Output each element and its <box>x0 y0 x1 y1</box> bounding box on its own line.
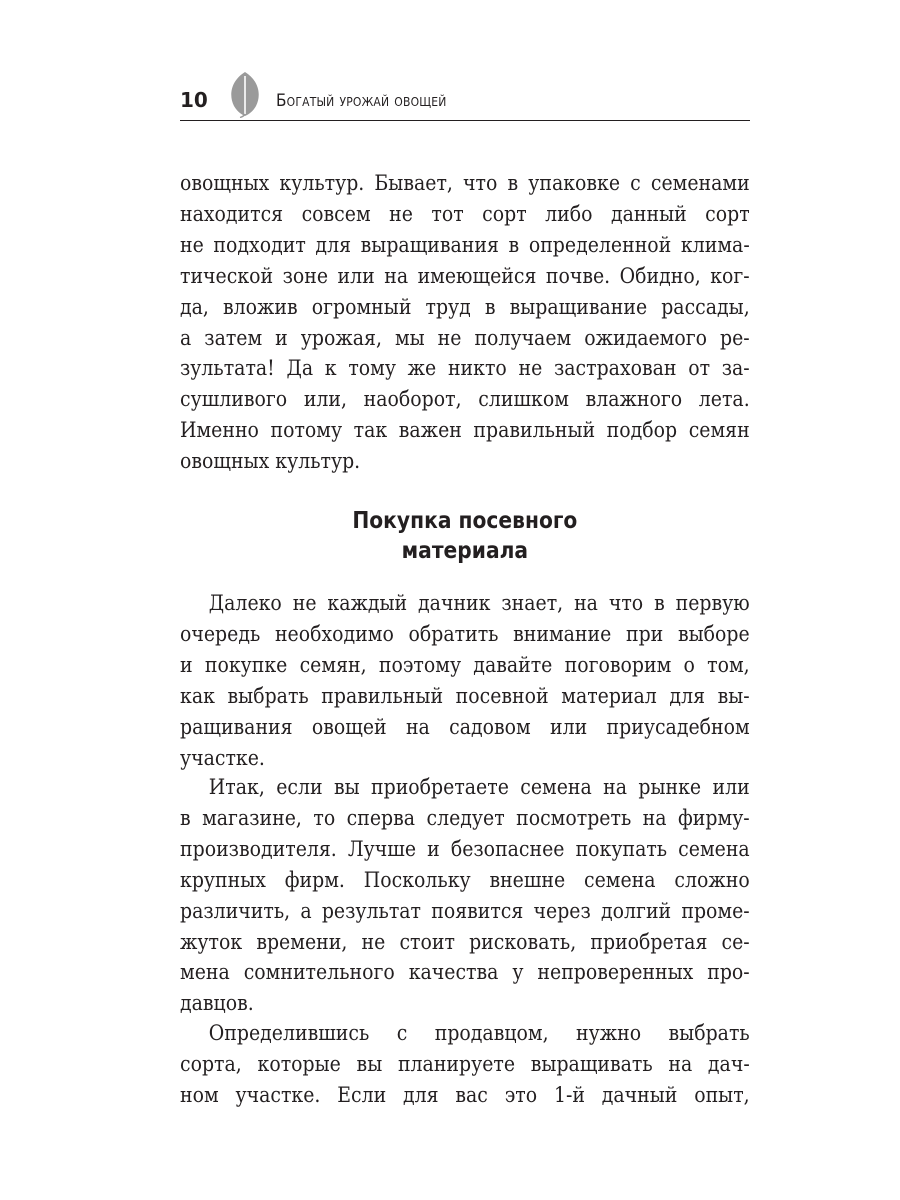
text-line: Далеко не каждый дачник знает, на что в первую <box>208 591 750 615</box>
text-line: сорта, которые вы планируете выращивать на дач- <box>180 1051 750 1076</box>
text-line: тической зоне или на имеющейся почве. Обидно, ког- <box>180 263 750 288</box>
paragraph <box>180 1018 750 1111</box>
text-line: овощных культур. Бывает, что в упаковке с семенами <box>180 171 750 195</box>
text-line: участке. <box>180 745 265 770</box>
text-line: давцов. <box>180 991 254 1016</box>
page-header <box>180 66 750 121</box>
leaf-icon <box>226 70 264 118</box>
text-line: ном участке. Если для вас это 1-й дачный опыт, <box>180 1082 750 1107</box>
paragraph <box>180 772 750 1019</box>
text-line: не подходит для выращивания в определенной клима- <box>180 232 750 257</box>
text-line: различить, а результат появится через долгий проме- <box>180 898 750 923</box>
text-line: Итак, если вы приобретаете семена на рынке или <box>208 775 750 799</box>
paragraph <box>180 588 750 773</box>
text-line: ращивания овощей на садовом или приусадебном <box>180 714 750 739</box>
text-line: мена сомнительного качества у непроверенных про- <box>180 960 750 985</box>
section-heading <box>180 506 750 566</box>
text-line: очередь необходимо обратить внимание при выборе <box>180 621 750 646</box>
text-line: и покупке семян, поэтому давайте поговорим о том, <box>180 652 750 677</box>
text-line: а затем и урожая, мы не получаем ожидаемого ре- <box>180 325 750 350</box>
paragraph <box>180 168 750 477</box>
text-line: Определившись с продавцом, нужно выбрать <box>208 1021 750 1045</box>
text-line: крупных фирм. Поскольку внешне семена сложно <box>180 867 750 892</box>
text-line: жуток времени, не стоит рисковать, приобретая се- <box>180 929 750 954</box>
text-line: Именно потому так важен правильный подбор семян <box>180 418 750 443</box>
text-line: производителя. Лучше и безопаснее покупать семена <box>180 836 750 861</box>
text-line: как выбрать правильный посевной материал для вы- <box>180 683 750 708</box>
text-line: находится совсем не тот сорт либо данный сорт <box>180 201 750 226</box>
text-line: овощных культур. <box>180 449 361 474</box>
section-heading-line: материала <box>401 538 529 564</box>
section-heading-line: Покупка посевного <box>352 508 578 534</box>
text-line: в магазине, то сперва следует посмотреть на фирму- <box>180 805 750 830</box>
text-line: сушливого или, наоборот, слишком влажного лета. <box>180 387 750 412</box>
text-line: зультата! Да к тому же никто не застрахован от за- <box>180 356 750 381</box>
text-line: да, вложив огромный труд в выращивание рассады, <box>180 294 750 319</box>
page-number: 10 <box>180 88 208 112</box>
running-title: Богатый урожай овощей <box>276 91 447 111</box>
